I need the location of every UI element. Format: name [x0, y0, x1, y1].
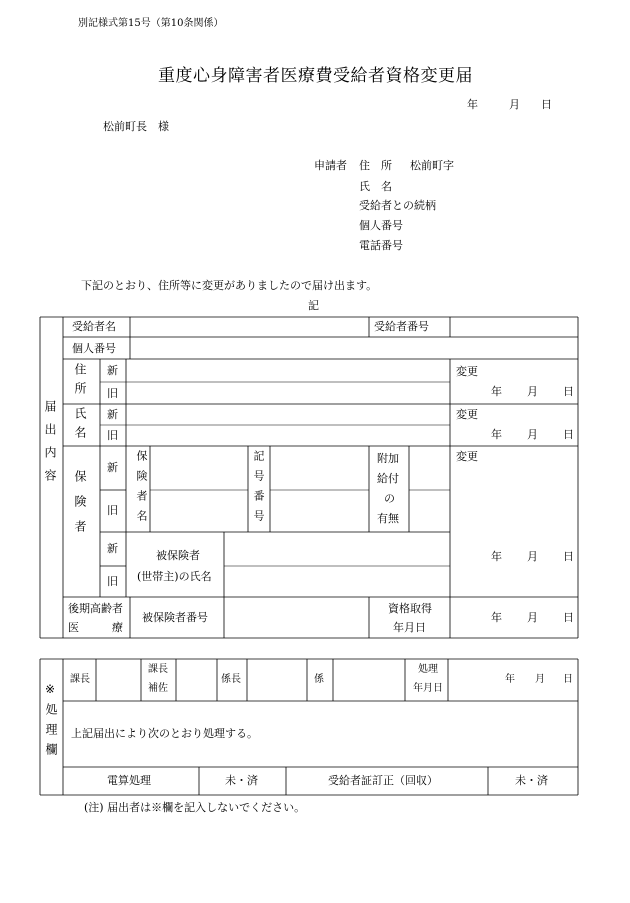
elderly-month: 月	[527, 611, 538, 624]
insurer-name-col-label: 保険者名	[135, 450, 148, 530]
insurer-day: 日	[563, 550, 574, 563]
insured-old-label: 旧	[107, 575, 118, 588]
name-old-label: 旧	[107, 429, 118, 442]
address-year: 年	[491, 385, 502, 398]
processed-day: 日	[563, 674, 573, 685]
address-new-label: 新	[107, 364, 118, 377]
name-day: 日	[563, 428, 574, 441]
insurer-old-label: 旧	[107, 504, 118, 517]
computer-status: 未・済	[225, 774, 258, 787]
name-row-label: 氏名	[73, 407, 87, 445]
office-mark: ※	[45, 682, 56, 696]
deputy-chief-label-2: 補佐	[148, 683, 168, 694]
insured-number-label: 被保険者番号	[142, 611, 208, 624]
name-label: 氏 名	[359, 180, 392, 193]
address-month: 月	[527, 385, 538, 398]
date-day-label: 日	[541, 98, 552, 111]
elderly-day: 日	[563, 611, 574, 624]
office-side-label: 処理欄	[44, 703, 58, 763]
staff-label: 係	[314, 674, 324, 685]
section-chief-label: 課長	[70, 674, 90, 685]
insured-new-label: 新	[107, 542, 118, 555]
personal-number-label: 個人番号	[359, 219, 403, 232]
processed-month: 月	[535, 674, 545, 685]
insurer-year: 年	[491, 550, 502, 563]
address-day: 日	[563, 385, 574, 398]
name-year: 年	[491, 428, 502, 441]
side-label-contents: 届出内容	[43, 400, 57, 492]
additional-label-1: 附加	[377, 452, 399, 465]
address-change-label: 変更	[456, 365, 478, 378]
processed-label-2: 年月日	[413, 683, 443, 694]
date-month-label: 月	[509, 98, 520, 111]
deputy-chief-label-1: 課長	[148, 664, 168, 675]
computer-processing-label: 電算処理	[107, 774, 151, 787]
processing-text: 上記届出により次のとおり処理する。	[71, 727, 258, 740]
phone-label: 電話番号	[359, 239, 403, 252]
cert-correction-label: 受給者証訂正（回収）	[328, 774, 438, 787]
additional-label-2: 給付	[377, 472, 399, 485]
recipient-name-label: 受給者名	[72, 320, 116, 333]
ki-label: 記	[308, 299, 319, 312]
insured-label-1: 被保険者	[156, 549, 200, 562]
form-number: 別記様式第15号（第10条関係）	[78, 18, 224, 29]
date-year-label: 年	[467, 98, 478, 111]
subsection-chief-label: 係長	[221, 674, 241, 685]
insured-label-2: (世帯主)の氏名	[137, 570, 212, 583]
elderly-label-2: 医 療	[68, 621, 123, 634]
elderly-label-1: 後期高齢者	[68, 602, 123, 615]
addressee: 松前町長 様	[103, 120, 169, 133]
recipient-number-label: 受給者番号	[374, 320, 429, 333]
name-change-label: 変更	[456, 408, 478, 421]
name-month: 月	[527, 428, 538, 441]
applicant-label: 申請者	[314, 159, 347, 172]
insurer-row-label: 保険者	[73, 470, 87, 545]
additional-label-4: 有無	[377, 512, 399, 525]
intro-text: 下記のとおり、住所等に変更がありましたので届け出ます。	[81, 279, 378, 292]
address-value: 松前町字	[410, 159, 454, 172]
processed-year: 年	[505, 674, 515, 685]
address-label: 住 所	[359, 159, 392, 172]
insurer-month: 月	[527, 550, 538, 563]
qualification-label-1: 資格取得	[388, 602, 432, 615]
cert-correction-status: 未・済	[515, 774, 548, 787]
additional-label-3: の	[384, 492, 395, 505]
address-row-label: 住所	[73, 363, 87, 401]
processed-label-1: 処理	[418, 664, 438, 675]
elderly-year: 年	[491, 611, 502, 624]
symbol-number-col-label: 記号番号	[252, 450, 265, 530]
qualification-label-2: 年月日	[393, 621, 426, 634]
insurer-change-label: 変更	[456, 450, 478, 463]
document-title: 重度心身障害者医療費受給者資格変更届	[158, 66, 473, 86]
name-new-label: 新	[107, 408, 118, 421]
insurer-new-label: 新	[107, 461, 118, 474]
personal-number-row-label: 個人番号	[72, 342, 116, 355]
address-old-label: 旧	[107, 387, 118, 400]
footer-note: (注) 届出者は※欄を記入しないでください。	[84, 801, 306, 814]
relation-label: 受給者との続柄	[359, 199, 436, 212]
